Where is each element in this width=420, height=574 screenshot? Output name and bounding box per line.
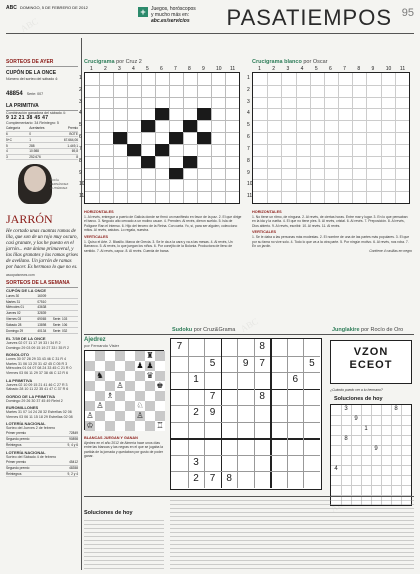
chess-square [115,371,125,381]
chess-square [155,371,165,381]
sudoku-cell: 3 [193,456,199,468]
result-line: Miércoles 01 04 07 08 24 33 45 C 21 R 0 [6,366,72,371]
chess-square [125,371,135,381]
chess-square [125,381,135,391]
grid-number: 7 [79,145,82,152]
section-subheading: LOTERÍA NACIONAL [6,421,46,427]
black-cell [197,132,211,144]
table-row: Lunes 30 16009 [6,293,78,298]
table-row: Domingo 29 40134 Serie: 032 [6,328,78,334]
sudoku-cell: 8 [226,473,232,485]
black-cell [169,132,183,144]
grid-number: 7 [174,66,177,72]
crossword-clues: HORIZONTALES 1. Al revés, entregue a puerto de Galicia donde se firmó un manifiesto en favor de la paz. 2. El que dirige el barco. 3. Negocio alto cercado a un molino cauce. 4. Prenden. Al revés, dieron sueldo. 5. Isla de Poligone Ran el intenso. 6. Hijo del tercero de la Reina. Con carta. Yo, sí, para ser alguien, colecciono mitos. Al revés, astutos. Lo regala, nuestra. VERTICALES 1. Quiso el Arte. 2. Blasillo. Marca de Grecia. 3. Se le da a la cara y va a las mesas. 4. Al revés, Un Barranco. 5. Al revés, lo que juegan los niños. 6. Por conejito de la Bolonia. Productora de lleno de sentido. 7. Al revés, capuz. 8. Al revés. Cuerda de barca. [84,210,242,253]
grid-line [331,465,411,466]
chess-square [135,371,145,381]
chess-square [145,401,155,411]
chess-square [115,421,125,431]
result-line: Domingo 29 03 09 15 19 27 33 I 35 R 2 [6,345,69,350]
chess-square [95,421,105,431]
jungle-heading: Junglakire por Rocío de Oro [332,327,404,333]
section-heading: SORTEOS DE LA SEMANA [6,280,78,288]
grid-number: 10 [247,181,253,188]
grid-number: 6 [79,134,82,141]
lottery-column [6,56,78,477]
grid-number: 8 [79,157,82,164]
solution-cell: 8 [344,436,348,442]
grid-number: 1 [79,75,82,81]
sudoku-cell: 7 [176,341,183,352]
grid-line [310,73,311,203]
grid-number: 11 [247,193,253,200]
grid-number: 5 [314,66,318,72]
sudoku-cell: 8 [259,341,265,352]
grid-number: 8 [357,66,361,72]
grid-number: 10 [79,181,85,188]
grid-line [331,415,411,416]
grid-line [211,73,212,203]
grid-number: 2 [79,86,82,93]
chess-square [135,391,145,401]
grid-line [183,73,184,203]
table-row: Martes 31 07510 [6,299,78,305]
black-cell [169,168,183,180]
column-title: JARRÓN [6,212,53,227]
chess-square [95,411,105,421]
chess-piece: ♞ [96,371,104,380]
section-subheading: CUPÓN DE LA ONCE [6,70,57,76]
grid-number: 4 [79,110,82,117]
table-row: Primer premio 72849 [6,431,78,436]
grid-line [85,191,239,192]
grid-line [331,475,411,476]
grid-line [253,168,409,169]
grid-line [253,97,409,98]
table-row: Segundo premio 48358 [6,466,78,471]
grid-number: 9 [247,169,250,176]
grid-number: 9 [202,66,205,72]
sudoku-cell: 5 [209,357,216,369]
chess-square [155,391,165,401]
watermark: ABC [18,16,40,34]
chess-square [105,361,115,371]
result-line: Jueves 02 10 09 15 21 41 46 C 27 R 3 [6,382,68,387]
grid-line [225,73,226,203]
chess-square [95,351,105,361]
weekly-cupon-table [6,293,78,333]
chess-square [85,371,95,381]
solution-cell: 9 [374,446,378,452]
grid-line [253,191,409,192]
prize-table: Categoría Acertantes Premio 6 0 BOTE 5+C 1 67.664,06 5 288 1.449,1 4 10.988 69,8 3 252.676 8 [6,126,78,160]
chess-square [105,371,115,381]
chess-square [125,421,135,431]
grid-number: 3 [247,98,250,105]
cupon-number: 48854 [6,90,23,97]
chess-square [135,351,145,361]
grid-line [366,73,367,203]
grid-line [85,85,239,86]
sudoku-cell: 2 [193,407,199,419]
table-row: Reintegros 9, 4 y 6 [6,443,78,448]
grid-line [99,73,100,203]
blank-crossword-heading: Crucigrama blanco por Oscar [252,59,328,65]
grid-number: 2 [272,66,276,72]
table-row: Viernes 03 69065 Serie: 103 [6,316,78,322]
result-line: Domingo 29 26 30 37 45 49 Reint 2 [6,398,63,403]
plus-icon: + [138,7,148,17]
chess-square [135,381,145,391]
primitiva-extra: Complementario: 34 Reintegro: 5 [6,121,59,126]
grid-line [85,179,239,180]
chess-piece: ♙ [136,411,144,420]
chess-square [115,351,125,361]
sudoku-grid[interactable] [170,338,322,490]
chess-piece: ♙ [86,411,94,420]
grid-line [141,73,142,203]
solutions-heading: Soluciones de hoy [334,396,383,402]
chess-square [95,391,105,401]
table-row: Miércoles 01 43638 [6,305,78,311]
horizontal-clues: 1. Al revés, entregue a puerto de Galicia donde se firmó un manifiesto en favor de la paz. 2. El que dirige el barco. 3. Negocio alto cercado a un molino cauce. 4. Prenden. Al revés, dieron sueldo. 5. Isla de Poligone Ran el intenso. 6. Hijo del tercero de la Reina. Con carta. Yo, sí, para ser alguien, colecciono mitos. Al revés, astutos. Lo regala, nuestra. [84,214,242,233]
author-portrait [6,164,78,210]
section-subheading: BONOLOTO [6,352,30,358]
grid-line [331,485,411,486]
chess-piece: ♗ [106,391,114,400]
grid-line [267,73,268,203]
vertical-clues: 1. Se le daba a las personas más modestas. 2. El nombre de una de las partes más populares. 3. El que por su fama no vive solo. 4. Todo lo que va a la otra parte. 5. Por ningún motivo. 6. Al revés, nos roba. 7. En un jardín. [252,234,410,249]
black-cell [183,156,197,168]
table-row: Jueves 02 32839 [6,310,78,316]
sudoku-cell: 9 [209,407,216,419]
chess-square [125,411,135,421]
solution-cell: 9 [354,416,358,422]
jungle-question: ¿Cuándo puedo ver a tu hermano? [330,388,383,392]
author-byline: SOFÍA FERNÁNDEZ GUTIÉRREZ [50,178,69,191]
column-site: ascopaisnews.com [6,273,35,278]
chess-square [105,381,115,391]
result-line: Sorteo del Jueves 2 de febrero [6,426,56,431]
solution-cell: 8 [394,406,398,412]
grid-line [395,73,396,203]
section-title: PASATIEMPOS [226,5,392,30]
grid-line [324,73,325,203]
sudoku-cell: 9 [242,357,249,369]
column-quote: He cortado unas cuantas ramas de lila, que son de un rojo muy oscuro, casi granate, y las he puesto en el jarrón... este ánimo primaveral, y las lilas granates y las ramas grises de avellano. Un jarrón de ramas por hacer. Es hermoso lo que no es. [6,229,78,271]
solutions-text [170,500,414,570]
watermark: ABC [238,316,260,334]
grid-line [253,120,409,121]
page-date: DOMINGO, 5 DE FEBRERO DE 2012 [20,5,88,10]
crossword-heading: Crucigrama por Cruz 2 [84,59,142,65]
grid-number: 11 [79,193,85,200]
grid-line [85,132,239,133]
chess-piece: ♜ [146,351,154,360]
crossword-grid[interactable] [79,66,240,204]
chess-square [155,351,165,361]
table-row: Segundo premio 90898 [6,437,78,442]
grid-number: 4 [300,66,304,72]
result-line: Sábado 28 10 11 22 35 41 47 C 37 R 6 [6,387,69,392]
grid-line [253,156,409,157]
grid-line [253,132,409,133]
cupon-serie: Serie: 007 [26,91,44,96]
chess-piece: ♛ [146,371,154,380]
solution-cell: 3 [344,406,348,412]
grid-line [287,339,288,488]
black-cell [141,156,155,168]
solutions-title: Soluciones de hoy [84,510,133,516]
solution-cell: 4 [334,466,338,472]
grid-number: 8 [247,157,250,164]
sudoku-cell: 7 [209,390,216,402]
chess-square [135,421,145,431]
chess-square [155,361,165,371]
chess-square [105,411,115,421]
grid-line [85,168,239,169]
chess-square [145,411,155,421]
grid-number: 5 [79,122,82,129]
grid-number: 5 [146,66,149,72]
chess-square [145,391,155,401]
chess-square [155,411,165,421]
grid-line [171,438,320,440]
table-row: 4 10.988 69,8 [6,149,78,154]
black-cell [183,120,197,132]
chess-piece: ♟ [136,361,144,370]
page-header [6,4,414,34]
section-divider [84,496,414,497]
black-cell [155,144,169,156]
section-subheading: EUROMILLONES [6,405,39,411]
grid-line [155,73,156,203]
grid-number: 3 [79,98,82,105]
grid-number: 11 [230,66,236,72]
black-cell [141,120,155,132]
vertical-clues: 1. Quiso el Arte. 2. Blasillo. Marca de Grecia. 3. Se le da a la cara y va a las mesas. 4. Al revés, Un Barranco. 5. Al revés, lo que juegan los niños. 6. Por conejito de la Bolonia. Productora de lleno de sentido. 7. Al revés, capuz. 8. Al revés. Cuerda de barca. [84,239,233,253]
sudoku-cell: 7 [259,357,265,369]
result-line: Sorteo del Sábado 4 de febrero [6,455,57,460]
grid-number: 8 [188,66,191,72]
section-subheading: LA PRIMITIVA [6,377,33,383]
chess-piece: ♟ [146,361,154,370]
table-row: 3 252.676 8 [6,155,78,160]
black-cell [127,144,141,156]
chess-square [125,361,135,371]
result-line: Viernes 03 06 11 15 18 29 Estrellas 02 08 [6,414,73,419]
section-subheading: GORDO DE LA PRIMITIVA [6,393,56,399]
chess-board [84,350,164,430]
chess-square [115,391,125,401]
grid-line [338,73,339,203]
sudoku-cell: 6 [292,374,299,386]
clue-footer: Contiene 4 casillas en negro [369,248,412,253]
grid-number: 7 [247,145,250,152]
grid-number: 10 [385,66,392,72]
grid-line [85,156,239,157]
sudoku-cell: 7 [209,473,216,485]
chess-square [85,361,95,371]
black-cell [197,108,211,120]
black-cell [155,108,169,120]
chess-square [95,381,105,391]
grid-line [253,144,409,145]
black-cell [113,132,127,144]
lottery-note: Número del sorteo del sábado 4: [6,77,59,81]
chess-square [145,421,155,431]
table-row: Sábado 28 13898 Serie: 106 [6,322,78,328]
section-subheading: CUPÓN DE LA ONCE [6,288,47,294]
nacional-table [6,460,78,477]
result-line: Martes 31 07 14 24 28 32 Estrellas 02 06 [6,410,72,415]
table-row: 5 288 1.449,1 [6,143,78,148]
grid-number: 9 [371,66,375,72]
grid-line [331,455,411,456]
sudoku-heading: Sudoku por Cruz&Grama [172,327,236,333]
grid-number: 1 [90,66,93,72]
section-divider [84,334,414,335]
grid-line [85,120,239,121]
blank-crossword-clues: HORIZONTALES 1. No tiene un ritmo, de ninguna. 2. Al revés, de ciertas horas. Entre mar y lugar. 3. En lo que pensaban en la ida y la vuelta. 4. El que no tiene pies. 5. Al revés, cristal. 6. Al revés. 7. Preposición. 8. Al revés, Dios abierto. 9. Al revés, escribir. 10. Al revés. 11. Al revés. VERTICALES 1. Se le daba a las personas más modestas. 2. El nombre de una de las partes más populares. 3. El que por su fama no vive solo. 4. Todo lo que va a la otra parte. 5. Por ningún motivo. 6. Al revés, nos roba. 7. En un jardín. Contiene 4 casillas en negro [252,210,412,253]
blank-crossword-grid[interactable] [247,66,410,204]
result-line: Lunes 30 07 28 29 33 43 46 C 31 R 4 [6,357,66,362]
table-row: Primer premio 45412 [6,460,78,465]
grid-line [296,73,297,203]
grid-line [352,73,353,203]
section-subheading: LA PRIMITIVA [6,103,78,111]
sudoku-cell: 5 [309,357,315,369]
chess-piece: ♔ [86,421,94,430]
grid-number: 2 [247,86,250,93]
grid-line [85,97,239,98]
chess-square [115,361,125,371]
primitiva-numbers: 9 12 21 38 45 47 [6,115,49,122]
solutions-grid [330,404,412,506]
sudoku-cell: 2 [193,473,199,485]
chess-piece: ♙ [96,401,104,410]
chess-square [115,401,125,411]
chess-piece: ♖ [156,421,164,430]
grid-line [253,85,409,86]
chess-square [95,361,105,371]
chess-square [115,411,125,421]
grid-number: 6 [247,134,250,141]
chess-square [105,421,115,431]
grid-number: 1 [247,75,250,81]
chess-piece: ♚ [156,381,164,390]
chess-square [85,381,95,391]
chess-square [85,401,95,411]
table-row: 6 0 BOTE [6,131,78,136]
jungle-letters: VZON ECEOT [349,346,393,371]
grid-number: 1 [258,66,261,72]
nacional-table [6,431,78,448]
grid-number: 3 [286,66,290,72]
result-line: Jueves 02 07 11 17 19 33 I 34 R 2 [6,340,61,345]
grid-line [281,73,282,203]
result-line: Martes 31 06 13 20 31 42 45 C 05 R 3 [6,361,68,366]
chess-square [155,401,165,411]
chess-square [105,351,115,361]
grid-number: 2 [104,66,107,72]
chess-square [125,401,135,411]
page-number: 95 [401,7,414,19]
services-promo: Juegos, horóscopos y mucho más en: abc.es/servicios [151,6,196,24]
chess-piece: ♙ [116,381,124,390]
grid-number: 3 [118,66,121,72]
grid-number: 6 [160,66,163,72]
horizontal-clues: 1. No tiene un ritmo, de ninguna. 2. Al revés, de ciertas horas. Entre mar y lugar. 3. En lo que pensaban en la ida y la vuelta. 4. El que no tiene pies. 5. Al revés, cristal. 6. Al revés. 7. Preposición. 8. Al revés, Dios abierto. 9. Al revés, escribir. 10. Al revés. 11. Al revés. [252,214,408,228]
services-link[interactable]: abc.es/servicios [151,18,190,24]
grid-line [127,73,128,203]
grid-line [253,179,409,180]
sudoku-cell: 1 [193,374,199,386]
chess-square [85,391,95,401]
section-subheading: EL 7/39 DE LA ONCE [6,335,46,341]
chess-square [125,351,135,361]
grid-line [331,425,411,426]
lottery-note: Combinación ganadora del sábado 4: [6,110,66,115]
chess-square [125,391,135,401]
masthead-abc: ABC [6,5,17,11]
section-subheading: LOTERÍA NACIONAL [6,450,46,456]
chess-heading: Ajedrez por Fernando Visier [84,337,120,348]
chess-square [145,381,155,391]
chess-square [105,401,115,411]
result-line: Viernes 03 06 11 29 37 38 46 C 12 R 6 [6,370,69,375]
table-row: 5+C 1 67.664,06 [6,137,78,142]
chess-square [85,351,95,361]
chess-caption: BLANCAS JUEGAN Y GANAN Ajedrez en el año 2012 de Almería hace unos días entre las blancas y las negras en el que se jugaba la partida de la jornada y quedaban por gusto de poder ganar. [84,436,163,459]
grid-number: 10 [216,66,222,72]
jungle-puzzle [330,340,412,384]
grid-line [253,108,409,109]
grid-number: 7 [343,66,346,72]
solution-cell: 1 [364,426,368,432]
grid-number: 4 [132,66,135,72]
chess-piece: ♘ [136,401,144,410]
grid-number: 6 [329,66,332,72]
grid-number: 4 [247,110,250,117]
section-heading: SORTEOS DE AYER [6,59,78,67]
sudoku-cell: 8 [259,390,265,402]
table-row: Reintegros 9, 2 y 4 [6,471,78,476]
grid-number: 9 [79,169,82,176]
solutions-text [84,520,164,570]
grid-number: 5 [247,122,250,129]
grid-line [381,73,382,203]
grid-number: 11 [399,66,406,72]
